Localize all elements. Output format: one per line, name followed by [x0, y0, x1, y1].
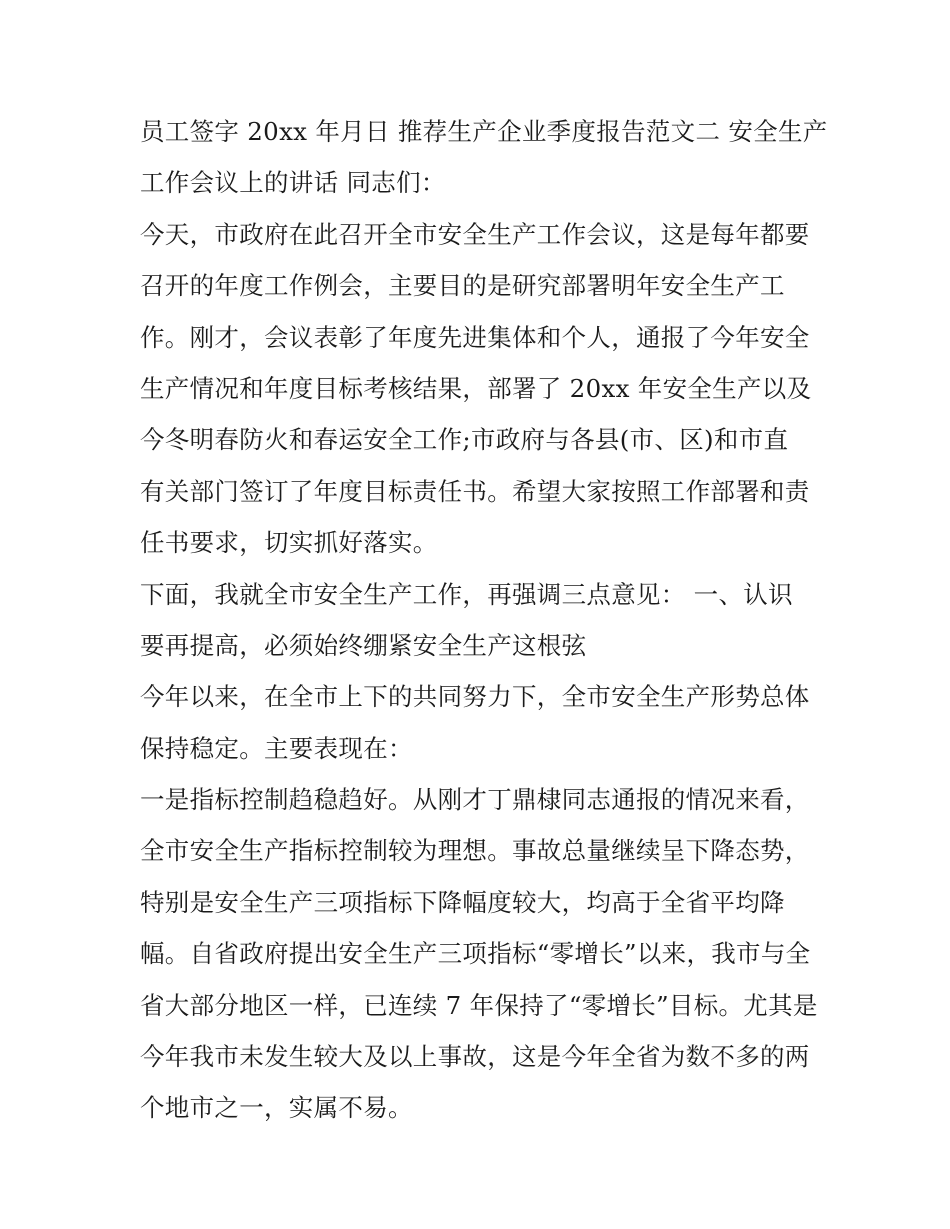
- text-line: 下面，我就全市安全生产工作，再强调三点意见： 一、认识: [140, 579, 793, 609]
- text-line: 幅。自省政府提出安全生产三项指标“零增长”以来，我市与全: [140, 939, 811, 969]
- text-line: 一是指标控制趋稳趋好。从刚才丁鼎棣同志通报的情况来看，: [140, 785, 810, 815]
- text-line: 召开的年度工作例会，主要目的是研究部署明年安全生产工: [140, 271, 785, 301]
- document-body: [140, 106, 828, 1134]
- text-line: 保持稳定。主要表现在：: [140, 733, 413, 763]
- text-line: 今年我市未发生较大及以上事故，这是今年全省为数不多的两: [140, 1042, 810, 1072]
- text-line: 作。刚才，会议表彰了年度先进集体和个人，通报了今年安全: [140, 322, 810, 352]
- text-line: 要再提高，必须始终绷紧安全生产这根弦: [140, 630, 587, 660]
- text-line: 今年以来，在全市上下的共同努力下，全市安全生产形势总体: [140, 682, 810, 712]
- text-line: 省大部分地区一样，已连续 7 年保持了“零增长”目标。尤其是: [140, 990, 818, 1020]
- text-line: 今冬明春防火和春运安全工作;市政府与各县(市、区)和市直: [140, 425, 789, 455]
- text-line: 工作会议上的讲话 同志们：: [140, 168, 446, 198]
- text-line: 个地市之一，实属不易。: [140, 1093, 413, 1123]
- text-line: 全市安全生产指标控制较为理想。事故总量继续呈下降态势，: [140, 836, 810, 866]
- text-line: 有关部门签订了年度目标责任书。希望大家按照工作部署和责: [140, 476, 810, 506]
- text-line: 生产情况和年度目标考核结果，部署了 20xx 年安全生产以及: [140, 373, 812, 403]
- text-line: 任书要求，切实抓好落实。: [140, 528, 438, 558]
- text-line: 今天，市政府在此召开全市安全生产工作会议，这是每年都要: [140, 219, 810, 249]
- text-line: 特别是安全生产三项指标下降幅度较大，均高于全省平均降: [140, 887, 785, 917]
- text-line: 员工签字 20xx 年月日 推荐生产企业季度报告范文二 安全生产: [140, 117, 828, 146]
